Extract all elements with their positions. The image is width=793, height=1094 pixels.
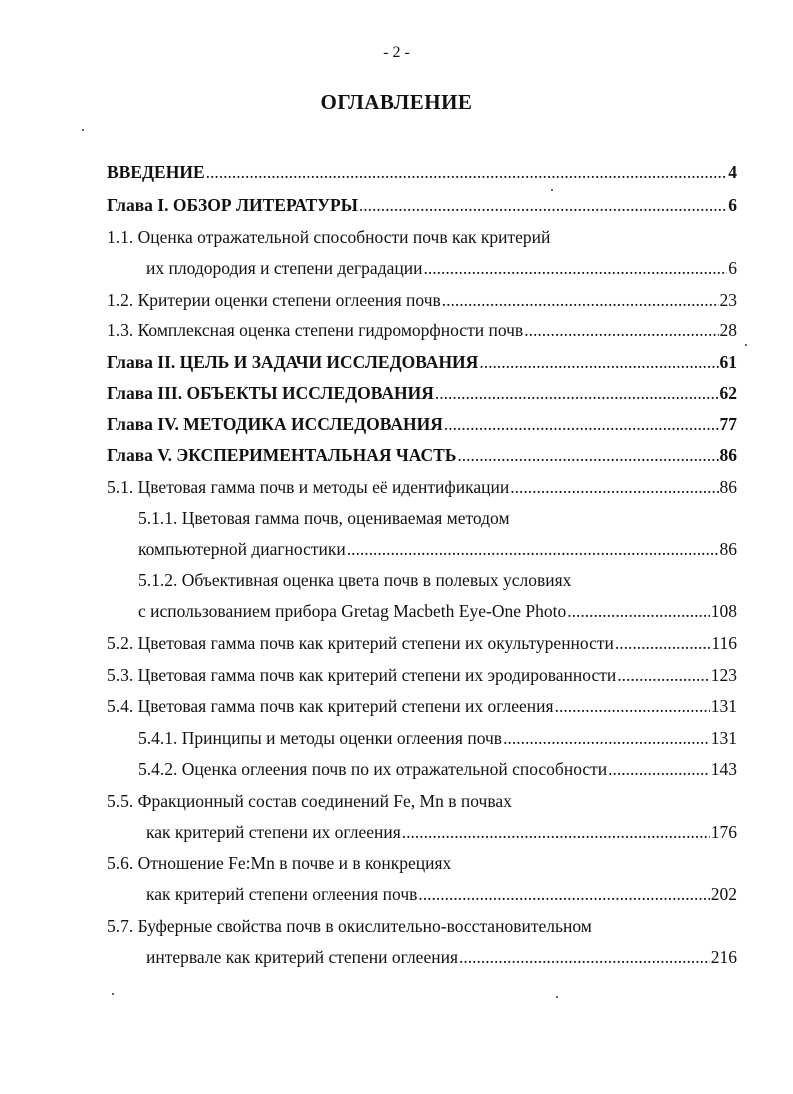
toc-entry-page: 131: [710, 696, 737, 716]
toc-leader-dots: [457, 443, 718, 467]
toc-entry-1-3[interactable]: [107, 318, 737, 342]
toc-entry-5-4-2[interactable]: [138, 757, 737, 781]
toc-entry-1-2[interactable]: [107, 288, 737, 312]
toc-entry-title: 1.1. Оценка отражательной способности почв как критерий: [107, 227, 551, 247]
toc-entry-5-1-2-cont[interactable]: [138, 599, 737, 623]
toc-leader-dots: [402, 820, 710, 844]
toc-leader-dots: [442, 288, 719, 312]
toc-entry-title: как критерий степени оглеения почв: [146, 884, 418, 904]
toc-leader-dots: [359, 193, 727, 217]
toc-leader-dots: [567, 599, 710, 623]
toc-entry-page: 86: [719, 445, 737, 465]
toc-entry-title: Глава II. ЦЕЛЬ И ЗАДАЧИ ИССЛЕДОВАНИЯ: [107, 352, 479, 372]
toc-entry-5-3[interactable]: [107, 663, 737, 687]
toc-entry-page: 176: [710, 822, 737, 842]
toc-entry-title: 5.5. Фракционный состав соединений Fe, Mn в почвах: [107, 791, 512, 811]
toc-entry-page: 143: [710, 759, 737, 779]
toc-entry-title: с использованием прибора Gretag Macbeth Eye-One Photo: [138, 601, 567, 621]
toc-entry-5-1-1-cont[interactable]: [138, 537, 737, 561]
toc-entry-page: 86: [719, 477, 737, 497]
toc-leader-dots: [524, 318, 718, 342]
toc-entry-page: 116: [711, 633, 737, 653]
toc-entry-page: 61: [719, 352, 737, 372]
toc-entry-page: 6: [728, 258, 737, 278]
toc-entry-title: Глава IV. МЕТОДИКА ИССЛЕДОВАНИЯ: [107, 414, 443, 434]
toc-entry-title: их плодородия и степени деградации: [146, 258, 423, 278]
toc-entry-page: 62: [719, 383, 737, 403]
toc-entry-5-5[interactable]: [107, 789, 737, 813]
toc-entry-title: 5.4. Цветовая гамма почв как критерий степени их оглеения: [107, 696, 554, 716]
scan-speck: [745, 344, 747, 346]
toc-entry-5-7-cont[interactable]: [146, 945, 737, 969]
toc-entry-5-1[interactable]: [107, 475, 737, 499]
toc-entry-page: 6: [728, 195, 737, 215]
toc-entry-1-1[interactable]: [107, 225, 737, 249]
toc-entry-title: Глава III. ОБЪЕКТЫ ИССЛЕДОВАНИЯ: [107, 383, 434, 403]
toc-entry-page: 216: [710, 947, 737, 967]
toc-entry-page: 28: [719, 320, 737, 340]
toc-entry-chapter-4[interactable]: [107, 412, 737, 436]
toc-leader-dots: [617, 663, 709, 687]
toc-entry-5-5-cont[interactable]: [146, 820, 737, 844]
toc-entry-page: 4: [728, 162, 737, 182]
toc-leader-dots: [347, 537, 719, 561]
toc-entry-title: 5.1.2. Объективная оценка цвета почв в полевых условиях: [138, 570, 572, 590]
toc-entry-5-4-1[interactable]: [138, 726, 737, 750]
toc-entry-title: ВВЕДЕНИЕ: [107, 162, 205, 182]
toc-entry-page: 131: [710, 728, 737, 748]
toc-entry-5-1-2[interactable]: [138, 568, 737, 592]
toc-entry-title: 5.4.1. Принципы и методы оценки оглеения почв: [138, 728, 503, 748]
toc-entry-chapter-1[interactable]: [107, 193, 737, 217]
toc-entry-5-6[interactable]: [107, 851, 737, 875]
toc-entry-page: 123: [710, 665, 737, 685]
toc-entry-5-6-cont[interactable]: [146, 882, 737, 906]
scan-speck: [556, 996, 558, 998]
toc-entry-title: Глава V. ЭКСПЕРИМЕНТАЛЬНАЯ ЧАСТЬ: [107, 445, 457, 465]
scan-speck: [551, 189, 553, 191]
toc-entry-title: Глава I. ОБЗОР ЛИТЕРАТУРЫ: [107, 195, 358, 215]
toc-leader-dots: [459, 945, 710, 969]
toc-entry-5-4[interactable]: [107, 694, 737, 718]
toc-entry-title: 5.4.2. Оценка оглеения почв по их отражательной способности: [138, 759, 608, 779]
toc-entry-title: 5.3. Цветовая гамма почв как критерий степени их эродированности: [107, 665, 617, 685]
toc-entry-introduction[interactable]: [107, 160, 737, 184]
scan-speck: [82, 129, 84, 131]
toc-entry-title: 5.7. Буферные свойства почв в окислительно-восстановительном: [107, 916, 592, 936]
toc-entry-page: 202: [710, 884, 737, 904]
toc-entry-1-1-cont[interactable]: [146, 256, 737, 280]
toc-leader-dots: [435, 381, 719, 405]
toc-entry-5-7[interactable]: [107, 914, 737, 938]
toc-entry-title: как критерий степени их оглеения: [146, 822, 401, 842]
toc-entry-title: 5.2. Цветовая гамма почв как критерий степени их окультуренности: [107, 633, 614, 653]
page-title: ОГЛАВЛЕНИЕ: [320, 90, 473, 114]
toc-entry-title: 1.2. Критерии оценки степени оглеения почв: [107, 290, 441, 310]
scan-speck: [112, 993, 114, 995]
toc-entry-title: интервале как критерий степени оглеения: [146, 947, 459, 967]
page-number: - 2 -: [383, 44, 410, 61]
toc-entry-page: 77: [719, 414, 737, 434]
toc-leader-dots: [615, 631, 710, 655]
toc-entry-title: 1.3. Комплексная оценка степени гидроморфности почв: [107, 320, 524, 340]
toc-entry-title: компьютерной диагностики: [138, 539, 346, 559]
toc-entry-title: 5.6. Отношение Fe:Mn в почве и в конкрециях: [107, 853, 452, 873]
toc-entry-chapter-3[interactable]: [107, 381, 737, 405]
toc-entry-chapter-5[interactable]: [107, 443, 737, 467]
toc-entry-chapter-2[interactable]: [107, 350, 737, 374]
toc-entry-title: 5.1.1. Цветовая гамма почв, оцениваемая методом: [138, 508, 510, 528]
toc-leader-dots: [206, 160, 728, 184]
toc-leader-dots: [510, 475, 718, 499]
toc-entry-page: 23: [719, 290, 737, 310]
toc-leader-dots: [479, 350, 718, 374]
toc-leader-dots: [423, 256, 727, 280]
toc-leader-dots: [444, 412, 719, 436]
toc-leader-dots: [608, 757, 710, 781]
toc-leader-dots: [418, 882, 709, 906]
toc-leader-dots: [555, 694, 710, 718]
toc-entry-page: 86: [719, 539, 737, 559]
toc-leader-dots: [503, 726, 710, 750]
toc-entry-5-2[interactable]: [107, 631, 737, 655]
toc-entry-page: 108: [710, 601, 737, 621]
toc-entry-title: 5.1. Цветовая гамма почв и методы её идентификации: [107, 477, 510, 497]
toc-entry-5-1-1[interactable]: [138, 506, 737, 530]
